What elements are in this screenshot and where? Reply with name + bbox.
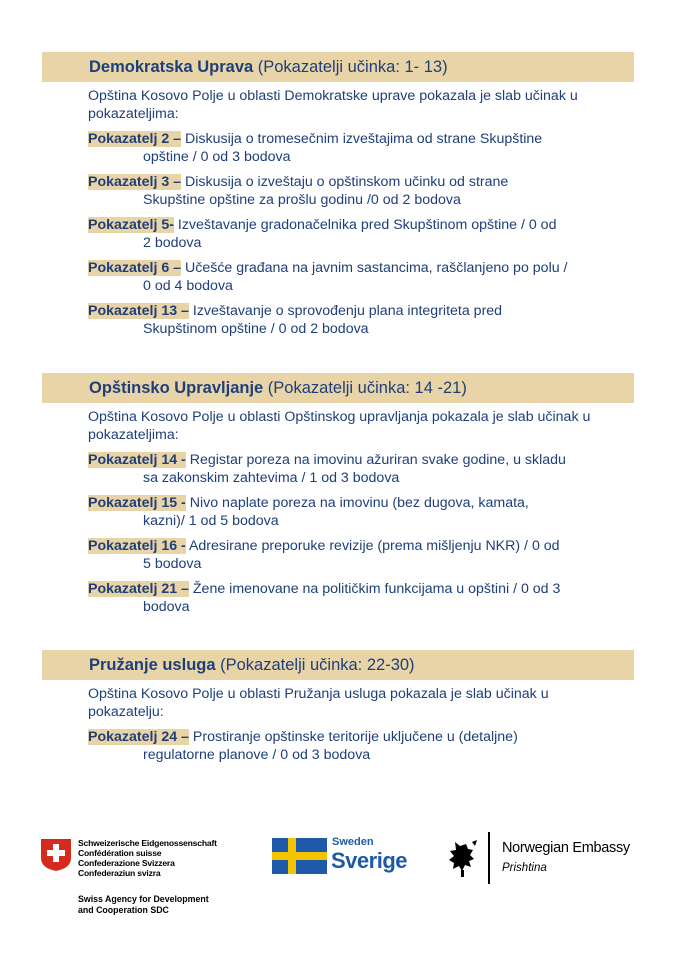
- indicator-label: Pokazatelj 5-: [88, 217, 174, 233]
- section-opstinsko-upravljanje: [42, 373, 634, 616]
- indicator-text-cont: Skupštinom opštine / 0 od 2 bodova: [143, 321, 369, 337]
- sverige-label: Sverige: [331, 848, 407, 873]
- indicator-item: [88, 302, 633, 338]
- indicator-item: [88, 259, 633, 295]
- indicator-text-cont: bodova: [143, 599, 190, 615]
- swiss-agency-name: Swiss Agency for Development and Cooperation SDC: [78, 894, 209, 915]
- indicator-label: Pokazatelj 16 -: [88, 538, 186, 554]
- section-subtitle: (Pokazatelji učinka: 1- 13): [253, 58, 448, 76]
- indicator-text-cont: opštine / 0 od 3 bodova: [143, 149, 291, 165]
- indicator-text: Diskusija o tromesečnim izveštajima od strane Skupštine: [181, 131, 543, 147]
- indicator-label: Pokazatelj 14 -: [88, 452, 186, 468]
- indicator-item: [88, 173, 633, 209]
- section-pruzanje-usluga: [42, 650, 634, 764]
- indicator-label: Pokazatelj 13 –: [88, 303, 189, 319]
- indicator-text-cont: 5 bodova: [143, 556, 202, 572]
- indicator-item: [88, 130, 633, 166]
- indicator-text: Izveštavanje o sprovođenju plana integriteta pred: [188, 303, 503, 319]
- indicator-item: [88, 580, 633, 616]
- norway-lion-icon: [446, 838, 480, 878]
- section-subtitle: (Pokazatelji učinka: 14 -21): [263, 379, 467, 397]
- section-title: Pružanje usluga: [89, 656, 216, 674]
- section-intro: Opština Kosovo Polje u oblasti Demokratske uprave pokazala je slab učinak u pokazateljima:: [88, 88, 578, 122]
- indicator-text: Izveštavanje gradonačelnika pred Skupštinom opštine / 0 od: [173, 217, 557, 233]
- section-intro: Opština Kosovo Polje u oblasti Opštinskog upravljanja pokazala je slab učinak u pokazateljima:: [88, 409, 591, 443]
- indicator-label: Pokazatelj 15 -: [88, 495, 186, 511]
- sweden-flag-icon: [272, 838, 327, 874]
- indicator-text: Registar poreza na imovinu ažuriran svake godine, u skladu: [185, 452, 566, 468]
- swiss-confederation-names: Schweizerische Eidgenossenschaft Confédération suisse Confederazione Svizzera Confederaziun svizra: [78, 838, 217, 878]
- section-demokratska-uprava: [42, 52, 634, 338]
- indicator-text-cont: kazni)/ 1 od 5 bodova: [143, 513, 279, 529]
- embassy-title: Norwegian Embassy: [502, 840, 630, 856]
- swiss-sdc-logo: [40, 838, 240, 928]
- indicator-text: Nivo naplate poreza na imovinu (bez dugova, kamata,: [185, 495, 529, 511]
- section-header: [42, 373, 634, 403]
- section-title: Demokratska Uprava: [89, 58, 254, 76]
- indicator-label: Pokazatelj 3 –: [88, 174, 182, 190]
- divider: [488, 832, 490, 884]
- section-intro: Opština Kosovo Polje u oblasti Pružanja usluga pokazala je slab učinak u pokazatelju:: [88, 686, 549, 720]
- indicator-text-cont: 2 bodova: [143, 235, 202, 251]
- sponsor-logos: [0, 820, 676, 930]
- swiss-flag-icon: [40, 838, 72, 872]
- sweden-label: Sweden: [332, 836, 374, 848]
- indicator-label: Pokazatelj 21 –: [88, 581, 189, 597]
- indicator-label: Pokazatelj 2 –: [88, 131, 182, 147]
- norwegian-embassy-logo: [446, 832, 646, 892]
- sweden-logo: [272, 836, 412, 878]
- indicator-text-cont: 0 od 4 bodova: [143, 278, 233, 294]
- section-subtitle: (Pokazatelji učinka: 22-30): [215, 656, 415, 674]
- section-header: [42, 650, 634, 680]
- embassy-location: Prishtina: [502, 862, 547, 874]
- indicator-item: [88, 216, 633, 252]
- indicator-item: [88, 537, 633, 573]
- indicator-text-cont: sa zakonskim zahtevima / 1 od 3 bodova: [143, 470, 400, 486]
- indicator-text: Žene imenovane na političkim funkcijama u opštini / 0 od 3: [188, 581, 561, 597]
- section-title: Opštinsko Upravljanje: [89, 379, 264, 397]
- indicator-text: Prostiranje opštinske teritorije uključene u (detaljne): [188, 729, 518, 745]
- indicator-label: Pokazatelj 24 –: [88, 729, 189, 745]
- indicator-item: [88, 494, 633, 530]
- indicator-text: Adresirane preporuke revizije (prema mišljenju NKR) / 0 od: [185, 538, 560, 554]
- indicator-item: [88, 728, 633, 764]
- indicator-text: Diskusija o izveštaju o opštinskom učinku od strane: [181, 174, 509, 190]
- indicator-text: Učešće građana na javnim sastancima, raščlanjeno po polu /: [181, 260, 568, 276]
- indicator-text-cont: regulatorne planove / 0 od 3 bodova: [143, 747, 371, 763]
- indicator-item: [88, 451, 633, 487]
- section-header: [42, 52, 634, 82]
- indicator-label: Pokazatelj 6 –: [88, 260, 182, 276]
- indicator-text-cont: Skupštine opštine za prošlu godinu /0 od 2 bodova: [143, 192, 461, 208]
